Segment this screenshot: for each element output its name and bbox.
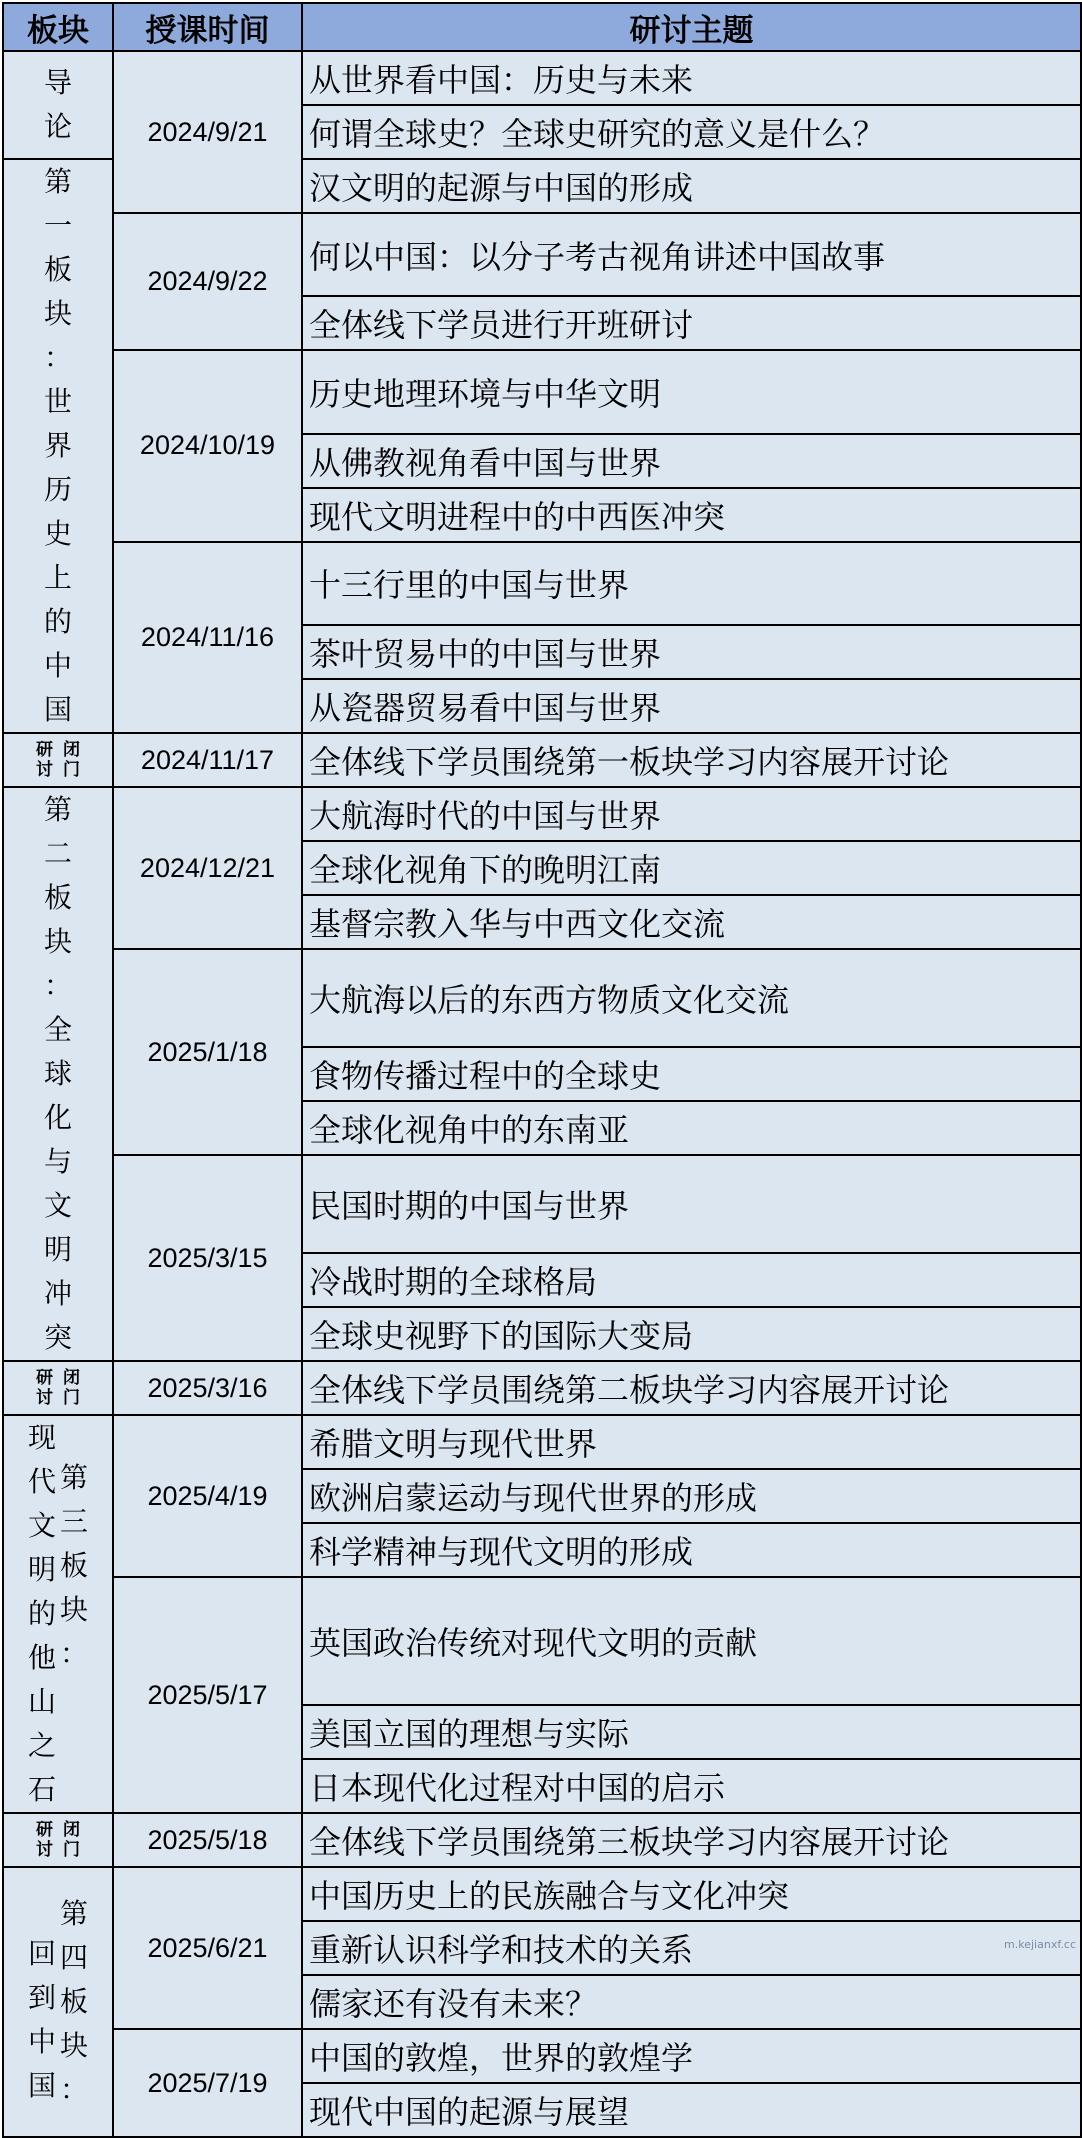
vertical-char: 突 <box>43 1321 72 1354</box>
topic-cell: 欧洲启蒙运动与现代世界的形成 <box>302 1469 1081 1523</box>
block-cell-4 <box>3 1867 113 2137</box>
vertical-char: 块 <box>43 925 72 958</box>
block-label-3 <box>28 1416 88 1812</box>
vertical-char: 门 <box>63 1388 80 1408</box>
date-cell: 2025/7/19 <box>113 2029 302 2137</box>
block-label-4-right <box>60 1892 88 2112</box>
table-row <box>3 51 1081 105</box>
date-cell: 2024/12/21 <box>113 787 302 949</box>
vertical-char: 中 <box>27 2025 56 2058</box>
block-label-3-left <box>28 1416 56 1812</box>
vertical-char: 论 <box>43 110 72 143</box>
block-label-4 <box>28 1892 88 2112</box>
table-row <box>3 1867 1081 1921</box>
vertical-char: 板 <box>60 1985 89 2018</box>
vertical-char: 的 <box>43 605 72 638</box>
date-cell: 2025/1/18 <box>113 949 302 1155</box>
vertical-char: 国 <box>27 2069 56 2102</box>
seminar-label-right <box>63 1368 80 1408</box>
vertical-char: 化 <box>43 1101 72 1134</box>
topic-cell: 科学精神与现代文明的形成 <box>302 1523 1081 1577</box>
vertical-char: 历 <box>43 473 72 506</box>
topic-cell: 现代中国的起源与展望 <box>302 2083 1081 2137</box>
topic-cell: 民国时期的中国与世界 <box>302 1155 1081 1253</box>
topic-cell: 从瓷器贸易看中国与世界 <box>302 679 1081 733</box>
topic-cell: 中国历史上的民族融合与文化冲突 <box>302 1867 1081 1921</box>
topic-cell: 全体线下学员进行开班研讨 <box>302 296 1081 350</box>
vertical-char: 板 <box>60 1549 89 1582</box>
block-cell-1 <box>3 159 113 733</box>
vertical-char: 研 <box>36 740 53 760</box>
vertical-char: 板 <box>43 253 72 286</box>
topic-cell: 希腊文明与现代世界 <box>302 1415 1081 1469</box>
vertical-char: 代 <box>27 1465 56 1498</box>
topic-cell: 从佛教视角看中国与世界 <box>302 434 1081 488</box>
vertical-char: 现 <box>27 1421 56 1454</box>
vertical-char: 块 <box>43 297 72 330</box>
vertical-char: 冲 <box>43 1277 72 1310</box>
course-schedule-table <box>2 2 1082 2138</box>
topic-cell: 日本现代化过程对中国的启示 <box>302 1759 1081 1813</box>
vertical-char: 中 <box>43 649 72 682</box>
vertical-char: 闭 <box>63 740 80 760</box>
vertical-char: 第 <box>60 1461 89 1494</box>
vertical-char: 球 <box>43 1057 72 1090</box>
vertical-char: 第 <box>43 165 72 198</box>
topic-cell: 食物传播过程中的全球史 <box>302 1047 1081 1101</box>
seminar-label <box>36 1368 80 1408</box>
watermark: m.kejianxf.cc <box>1004 1938 1076 1951</box>
vertical-char: 山 <box>27 1685 56 1718</box>
topic-cell: 从世界看中国：历史与未来 <box>302 51 1081 105</box>
table-row <box>3 1813 1081 1867</box>
table-row <box>3 733 1081 787</box>
header-row <box>3 3 1081 51</box>
seminar-label-right <box>63 740 80 780</box>
block-label-3-right <box>60 1416 88 1676</box>
table-row <box>3 787 1081 841</box>
vertical-char: 门 <box>63 1840 80 1860</box>
vertical-char: 讨 <box>36 1388 53 1408</box>
block-cell-seminar <box>3 733 113 787</box>
vertical-char: 到 <box>27 1981 56 2014</box>
block-label-2 <box>4 788 112 1360</box>
topic-cell: 冷战时期的全球格局 <box>302 1253 1081 1307</box>
vertical-char: 讨 <box>36 1840 53 1860</box>
block-cell-3 <box>3 1415 113 1813</box>
vertical-char: 世 <box>43 385 72 418</box>
topic-cell: 十三行里的中国与世界 <box>302 542 1081 625</box>
topic-cell: 何谓全球史？全球史研究的意义是什么？ <box>302 105 1081 159</box>
date-cell: 2024/10/19 <box>113 350 302 541</box>
block-cell-seminar <box>3 1813 113 1867</box>
vertical-char: 文 <box>43 1189 72 1222</box>
topic-cell: 重新认识科学和技术的关系 <box>302 1921 1081 1975</box>
vertical-char: 明 <box>43 1233 72 1266</box>
vertical-char: 研 <box>36 1820 53 1840</box>
topic-cell: 全体线下学员围绕第二板块学习内容展开讨论 <box>302 1361 1081 1415</box>
topic-cell: 基督宗教入华与中西文化交流 <box>302 895 1081 949</box>
date-cell: 2024/9/22 <box>113 213 302 350</box>
vertical-char: ： <box>43 969 72 1002</box>
vertical-char: 导 <box>43 66 72 99</box>
block-cell-2 <box>3 787 113 1361</box>
block-label-4-left <box>28 1892 56 2108</box>
vertical-char: 研 <box>36 1368 53 1388</box>
seminar-label-left <box>36 1368 53 1408</box>
topic-cell: 大航海以后的东西方物质文化交流 <box>302 949 1081 1047</box>
vertical-char: 他 <box>27 1641 56 1674</box>
topic-cell: 茶叶贸易中的中国与世界 <box>302 625 1081 679</box>
vertical-char: 板 <box>43 881 72 914</box>
vertical-char: 第 <box>43 793 72 826</box>
date-cell: 2025/4/19 <box>113 1415 302 1577</box>
vertical-char: 史 <box>43 517 72 550</box>
vertical-char: 的 <box>27 1597 56 1630</box>
table-row <box>3 1415 1081 1469</box>
seminar-label <box>36 1820 80 1860</box>
topic-cell: 全球化视角中的东南亚 <box>302 1101 1081 1155</box>
date-cell: 2025/5/18 <box>113 1813 302 1867</box>
date-cell: 2025/3/16 <box>113 1361 302 1415</box>
vertical-char: 之 <box>27 1729 56 1762</box>
vertical-char: 块 <box>60 1593 89 1626</box>
table-row <box>3 2029 1081 2083</box>
topic-cell: 全球化视角下的晚明江南 <box>302 841 1081 895</box>
vertical-char: 门 <box>63 760 80 780</box>
table-row <box>3 213 1081 296</box>
vertical-char: 上 <box>43 561 72 594</box>
vertical-char: ： <box>43 341 72 374</box>
vertical-char: 回 <box>27 1937 56 1970</box>
seminar-label-left <box>36 740 53 780</box>
vertical-char: 块 <box>60 2029 89 2062</box>
table-row <box>3 542 1081 625</box>
header-date: 授课时间 <box>113 3 302 51</box>
topic-cell: 儒家还有没有未来？ <box>302 1975 1081 2029</box>
date-cell: 2024/11/16 <box>113 542 302 733</box>
block-label-1 <box>4 160 112 732</box>
date-cell: 2025/3/15 <box>113 1155 302 1361</box>
seminar-label-left <box>36 1820 53 1860</box>
header-topic: 研讨主题 <box>302 3 1081 51</box>
header-block: 板块 <box>3 3 113 51</box>
vertical-char: 一 <box>43 209 72 242</box>
vertical-char: 界 <box>43 429 72 462</box>
topic-cell: 汉文明的起源与中国的形成 <box>302 159 1081 213</box>
table-row <box>3 350 1081 433</box>
block-cell-seminar <box>3 1361 113 1415</box>
vertical-char: 第 <box>60 1897 89 1930</box>
block-label-intro <box>4 61 112 149</box>
table-row <box>3 1361 1081 1415</box>
vertical-char: 全 <box>43 1013 72 1046</box>
table-row <box>3 1155 1081 1253</box>
topic-cell: 何以中国：以分子考古视角讲述中国故事 <box>302 213 1081 296</box>
vertical-char: ： <box>60 1637 89 1670</box>
vertical-char: 三 <box>60 1505 89 1538</box>
vertical-char: 四 <box>60 1941 89 1974</box>
seminar-label <box>36 740 80 780</box>
topic-cell: 全体线下学员围绕第三板块学习内容展开讨论 <box>302 1813 1081 1867</box>
topic-cell: 中国的敦煌，世界的敦煌学 <box>302 2029 1081 2083</box>
topic-cell: 英国政治传统对现代文明的贡献 <box>302 1577 1081 1705</box>
block-cell-intro <box>3 51 113 159</box>
topic-cell: 全球史视野下的国际大变局 <box>302 1307 1081 1361</box>
table-row <box>3 949 1081 1047</box>
vertical-char: 讨 <box>36 760 53 780</box>
seminar-label-right <box>63 1820 80 1860</box>
table-row <box>3 1577 1081 1705</box>
topic-cell: 美国立国的理想与实际 <box>302 1705 1081 1759</box>
vertical-char: 国 <box>43 693 72 726</box>
vertical-char: 二 <box>43 837 72 870</box>
date-cell: 2024/11/17 <box>113 733 302 787</box>
topic-cell: 大航海时代的中国与世界 <box>302 787 1081 841</box>
vertical-char: ： <box>60 2073 89 2106</box>
vertical-char: 闭 <box>63 1368 80 1388</box>
date-cell: 2025/5/17 <box>113 1577 302 1813</box>
topic-cell: 现代文明进程中的中西医冲突 <box>302 488 1081 542</box>
date-cell: 2024/9/21 <box>113 51 302 213</box>
vertical-char: 文 <box>27 1509 56 1542</box>
vertical-char: 与 <box>43 1145 72 1178</box>
vertical-char: 石 <box>27 1773 56 1806</box>
topic-cell: 全体线下学员围绕第一板块学习内容展开讨论 <box>302 733 1081 787</box>
date-cell: 2025/6/21 <box>113 1867 302 2029</box>
vertical-char: 明 <box>27 1553 56 1586</box>
vertical-char: 闭 <box>63 1820 80 1840</box>
topic-cell: 历史地理环境与中华文明 <box>302 350 1081 433</box>
